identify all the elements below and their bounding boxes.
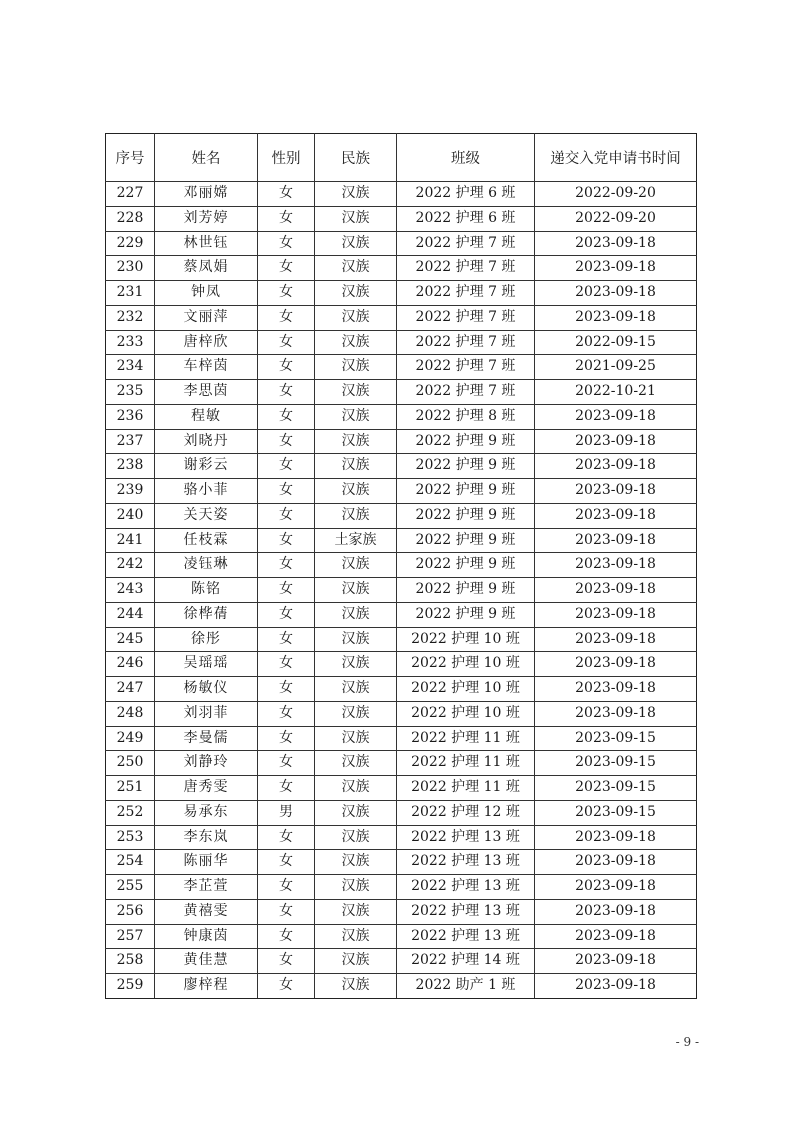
serial-number-cell: 255	[106, 875, 155, 900]
application-date-cell: 2023-09-18	[535, 949, 697, 974]
class-cell: 2022 护理 9 班	[397, 578, 535, 603]
name-cell: 唐梓欣	[155, 330, 258, 355]
serial-number-cell: 246	[106, 652, 155, 677]
gender-cell: 女	[258, 182, 315, 207]
name-cell: 吴瑶瑶	[155, 652, 258, 677]
ethnicity-cell: 汉族	[315, 726, 397, 751]
application-date-cell: 2023-09-18	[535, 677, 697, 702]
class-cell: 2022 护理 9 班	[397, 528, 535, 553]
name-cell: 谢彩云	[155, 454, 258, 479]
ethnicity-cell: 汉族	[315, 231, 397, 256]
gender-cell: 女	[258, 578, 315, 603]
gender-cell: 女	[258, 281, 315, 306]
name-cell: 李思茵	[155, 380, 258, 405]
ethnicity-cell: 汉族	[315, 949, 397, 974]
table-row	[106, 479, 697, 504]
ethnicity-cell: 汉族	[315, 825, 397, 850]
class-cell: 2022 护理 9 班	[397, 479, 535, 504]
gender-cell: 女	[258, 355, 315, 380]
ethnicity-cell: 汉族	[315, 281, 397, 306]
ethnicity-cell: 汉族	[315, 677, 397, 702]
table-row	[106, 726, 697, 751]
name-cell: 林世钰	[155, 231, 258, 256]
name-cell: 易承东	[155, 800, 258, 825]
class-cell: 2022 护理 13 班	[397, 899, 535, 924]
class-cell: 2022 护理 13 班	[397, 850, 535, 875]
application-date-cell: 2023-09-15	[535, 800, 697, 825]
application-date-cell: 2022-10-21	[535, 380, 697, 405]
ethnicity-cell: 汉族	[315, 404, 397, 429]
serial-number-cell: 257	[106, 924, 155, 949]
name-cell: 程敏	[155, 404, 258, 429]
serial-number-cell: 256	[106, 899, 155, 924]
class-cell: 2022 护理 13 班	[397, 924, 535, 949]
table-header-row	[106, 134, 697, 182]
name-cell: 刘芳婷	[155, 206, 258, 231]
gender-cell: 女	[258, 454, 315, 479]
table-row	[106, 281, 697, 306]
table-row	[106, 355, 697, 380]
table-row	[106, 330, 697, 355]
application-date-cell: 2023-09-18	[535, 454, 697, 479]
name-cell: 钟凤	[155, 281, 258, 306]
name-cell: 黄佳慧	[155, 949, 258, 974]
class-cell: 2022 护理 11 班	[397, 751, 535, 776]
application-date-cell: 2023-09-18	[535, 875, 697, 900]
application-date-cell: 2022-09-15	[535, 330, 697, 355]
application-date-cell: 2023-09-18	[535, 652, 697, 677]
table-row	[106, 776, 697, 801]
serial-number-cell: 235	[106, 380, 155, 405]
gender-cell: 女	[258, 305, 315, 330]
name-cell: 黄禧雯	[155, 899, 258, 924]
class-cell: 2022 护理 14 班	[397, 949, 535, 974]
name-cell: 廖梓程	[155, 974, 258, 999]
application-date-cell: 2023-09-18	[535, 825, 697, 850]
application-date-cell: 2023-09-15	[535, 726, 697, 751]
table-row	[106, 231, 697, 256]
table-row	[106, 182, 697, 207]
name-cell: 徐桦蒨	[155, 602, 258, 627]
table-row	[106, 528, 697, 553]
application-date-cell: 2023-09-18	[535, 231, 697, 256]
name-cell: 陈铭	[155, 578, 258, 603]
application-date-cell: 2023-09-18	[535, 602, 697, 627]
header-class: 班级	[397, 134, 535, 182]
ethnicity-cell: 汉族	[315, 206, 397, 231]
application-date-cell: 2023-09-18	[535, 256, 697, 281]
serial-number-cell: 230	[106, 256, 155, 281]
table-row	[106, 800, 697, 825]
serial-number-cell: 233	[106, 330, 155, 355]
table-row	[106, 677, 697, 702]
serial-number-cell: 248	[106, 701, 155, 726]
ethnicity-cell: 汉族	[315, 652, 397, 677]
ethnicity-cell: 汉族	[315, 182, 397, 207]
serial-number-cell: 239	[106, 479, 155, 504]
gender-cell: 女	[258, 875, 315, 900]
class-cell: 2022 护理 9 班	[397, 553, 535, 578]
ethnicity-cell: 汉族	[315, 479, 397, 504]
name-cell: 刘静玲	[155, 751, 258, 776]
table-row	[106, 380, 697, 405]
application-date-cell: 2023-09-18	[535, 850, 697, 875]
serial-number-cell: 250	[106, 751, 155, 776]
gender-cell: 女	[258, 627, 315, 652]
ethnicity-cell: 土家族	[315, 528, 397, 553]
serial-number-cell: 251	[106, 776, 155, 801]
serial-number-cell: 232	[106, 305, 155, 330]
serial-number-cell: 237	[106, 429, 155, 454]
serial-number-cell: 249	[106, 726, 155, 751]
name-cell: 李芷萱	[155, 875, 258, 900]
ethnicity-cell: 汉族	[315, 974, 397, 999]
gender-cell: 女	[258, 949, 315, 974]
application-date-cell: 2023-09-18	[535, 899, 697, 924]
serial-number-cell: 240	[106, 503, 155, 528]
ethnicity-cell: 汉族	[315, 602, 397, 627]
table-row	[106, 627, 697, 652]
serial-number-cell: 238	[106, 454, 155, 479]
class-cell: 2022 护理 10 班	[397, 677, 535, 702]
ethnicity-cell: 汉族	[315, 578, 397, 603]
page-number: - 9 -	[675, 1035, 699, 1049]
name-cell: 邓丽嫦	[155, 182, 258, 207]
name-cell: 车梓茵	[155, 355, 258, 380]
serial-number-cell: 259	[106, 974, 155, 999]
gender-cell: 女	[258, 850, 315, 875]
gender-cell: 女	[258, 751, 315, 776]
table-row	[106, 256, 697, 281]
ethnicity-cell: 汉族	[315, 305, 397, 330]
header-serial-number: 序号	[106, 134, 155, 182]
table-body	[106, 182, 697, 999]
application-date-cell: 2023-09-18	[535, 974, 697, 999]
header-application-date: 递交入党申请书时间	[535, 134, 697, 182]
name-cell: 刘羽菲	[155, 701, 258, 726]
class-cell: 2022 护理 7 班	[397, 281, 535, 306]
gender-cell: 女	[258, 602, 315, 627]
name-cell: 徐彤	[155, 627, 258, 652]
class-cell: 2022 护理 7 班	[397, 231, 535, 256]
serial-number-cell: 252	[106, 800, 155, 825]
table-row	[106, 974, 697, 999]
gender-cell: 女	[258, 553, 315, 578]
gender-cell: 女	[258, 380, 315, 405]
ethnicity-cell: 汉族	[315, 875, 397, 900]
name-cell: 关天姿	[155, 503, 258, 528]
class-cell: 2022 护理 7 班	[397, 330, 535, 355]
serial-number-cell: 228	[106, 206, 155, 231]
ethnicity-cell: 汉族	[315, 924, 397, 949]
class-cell: 2022 护理 12 班	[397, 800, 535, 825]
serial-number-cell: 242	[106, 553, 155, 578]
class-cell: 2022 护理 10 班	[397, 652, 535, 677]
application-date-cell: 2023-09-18	[535, 305, 697, 330]
serial-number-cell: 254	[106, 850, 155, 875]
serial-number-cell: 236	[106, 404, 155, 429]
gender-cell: 女	[258, 206, 315, 231]
ethnicity-cell: 汉族	[315, 429, 397, 454]
table-row	[106, 751, 697, 776]
header-gender: 性别	[258, 134, 315, 182]
application-date-cell: 2023-09-15	[535, 751, 697, 776]
class-cell: 2022 护理 7 班	[397, 256, 535, 281]
table-row	[106, 652, 697, 677]
gender-cell: 女	[258, 404, 315, 429]
gender-cell: 女	[258, 503, 315, 528]
gender-cell: 女	[258, 256, 315, 281]
class-cell: 2022 护理 6 班	[397, 206, 535, 231]
application-date-cell: 2023-09-18	[535, 503, 697, 528]
name-cell: 文丽萍	[155, 305, 258, 330]
table-row	[106, 404, 697, 429]
serial-number-cell: 243	[106, 578, 155, 603]
table-row	[106, 454, 697, 479]
ethnicity-cell: 汉族	[315, 850, 397, 875]
application-date-cell: 2021-09-25	[535, 355, 697, 380]
class-cell: 2022 护理 13 班	[397, 875, 535, 900]
application-date-cell: 2023-09-18	[535, 924, 697, 949]
ethnicity-cell: 汉族	[315, 355, 397, 380]
gender-cell: 女	[258, 528, 315, 553]
name-cell: 李东岚	[155, 825, 258, 850]
class-cell: 2022 护理 7 班	[397, 305, 535, 330]
gender-cell: 男	[258, 800, 315, 825]
application-date-cell: 2023-09-18	[535, 281, 697, 306]
table-row	[106, 503, 697, 528]
ethnicity-cell: 汉族	[315, 776, 397, 801]
serial-number-cell: 253	[106, 825, 155, 850]
application-date-cell: 2023-09-15	[535, 776, 697, 801]
table-row	[106, 825, 697, 850]
serial-number-cell: 244	[106, 602, 155, 627]
gender-cell: 女	[258, 825, 315, 850]
application-date-cell: 2023-09-18	[535, 528, 697, 553]
name-cell: 唐秀雯	[155, 776, 258, 801]
gender-cell: 女	[258, 652, 315, 677]
class-cell: 2022 护理 11 班	[397, 726, 535, 751]
name-cell: 蔡凤娟	[155, 256, 258, 281]
application-date-cell: 2023-09-18	[535, 553, 697, 578]
gender-cell: 女	[258, 677, 315, 702]
ethnicity-cell: 汉族	[315, 330, 397, 355]
application-date-cell: 2023-09-18	[535, 701, 697, 726]
table-row	[106, 206, 697, 231]
name-cell: 任枝霖	[155, 528, 258, 553]
class-cell: 2022 护理 7 班	[397, 380, 535, 405]
class-cell: 2022 护理 7 班	[397, 355, 535, 380]
table-row	[106, 949, 697, 974]
table-row	[106, 578, 697, 603]
gender-cell: 女	[258, 231, 315, 256]
table-row	[106, 701, 697, 726]
serial-number-cell: 241	[106, 528, 155, 553]
class-cell: 2022 护理 13 班	[397, 825, 535, 850]
application-date-cell: 2023-09-18	[535, 404, 697, 429]
serial-number-cell: 231	[106, 281, 155, 306]
serial-number-cell: 245	[106, 627, 155, 652]
class-cell: 2022 护理 8 班	[397, 404, 535, 429]
class-cell: 2022 助产 1 班	[397, 974, 535, 999]
class-cell: 2022 护理 9 班	[397, 429, 535, 454]
ethnicity-cell: 汉族	[315, 454, 397, 479]
ethnicity-cell: 汉族	[315, 701, 397, 726]
table-row	[106, 429, 697, 454]
ethnicity-cell: 汉族	[315, 800, 397, 825]
table-row	[106, 305, 697, 330]
gender-cell: 女	[258, 899, 315, 924]
ethnicity-cell: 汉族	[315, 899, 397, 924]
table-row	[106, 899, 697, 924]
gender-cell: 女	[258, 974, 315, 999]
serial-number-cell: 229	[106, 231, 155, 256]
gender-cell: 女	[258, 924, 315, 949]
gender-cell: 女	[258, 429, 315, 454]
application-date-cell: 2023-09-18	[535, 627, 697, 652]
table-row	[106, 553, 697, 578]
class-cell: 2022 护理 9 班	[397, 602, 535, 627]
header-ethnicity: 民族	[315, 134, 397, 182]
gender-cell: 女	[258, 701, 315, 726]
gender-cell: 女	[258, 776, 315, 801]
application-date-cell: 2022-09-20	[535, 206, 697, 231]
class-cell: 2022 护理 9 班	[397, 454, 535, 479]
name-cell: 骆小菲	[155, 479, 258, 504]
serial-number-cell: 247	[106, 677, 155, 702]
name-cell: 陈丽华	[155, 850, 258, 875]
applicant-table	[105, 133, 697, 999]
ethnicity-cell: 汉族	[315, 627, 397, 652]
name-cell: 钟康茵	[155, 924, 258, 949]
header-name: 姓名	[155, 134, 258, 182]
serial-number-cell: 227	[106, 182, 155, 207]
name-cell: 凌钰琳	[155, 553, 258, 578]
gender-cell: 女	[258, 726, 315, 751]
class-cell: 2022 护理 11 班	[397, 776, 535, 801]
table-row	[106, 924, 697, 949]
ethnicity-cell: 汉族	[315, 256, 397, 281]
class-cell: 2022 护理 9 班	[397, 503, 535, 528]
class-cell: 2022 护理 10 班	[397, 627, 535, 652]
name-cell: 杨敏仪	[155, 677, 258, 702]
ethnicity-cell: 汉族	[315, 553, 397, 578]
class-cell: 2022 护理 10 班	[397, 701, 535, 726]
name-cell: 刘晓丹	[155, 429, 258, 454]
ethnicity-cell: 汉族	[315, 751, 397, 776]
application-date-cell: 2023-09-18	[535, 479, 697, 504]
gender-cell: 女	[258, 479, 315, 504]
table-row	[106, 602, 697, 627]
ethnicity-cell: 汉族	[315, 380, 397, 405]
application-date-cell: 2023-09-18	[535, 578, 697, 603]
table-row	[106, 875, 697, 900]
application-date-cell: 2022-09-20	[535, 182, 697, 207]
name-cell: 李曼儒	[155, 726, 258, 751]
application-date-cell: 2023-09-18	[535, 429, 697, 454]
serial-number-cell: 234	[106, 355, 155, 380]
table-row	[106, 850, 697, 875]
gender-cell: 女	[258, 330, 315, 355]
serial-number-cell: 258	[106, 949, 155, 974]
ethnicity-cell: 汉族	[315, 503, 397, 528]
class-cell: 2022 护理 6 班	[397, 182, 535, 207]
